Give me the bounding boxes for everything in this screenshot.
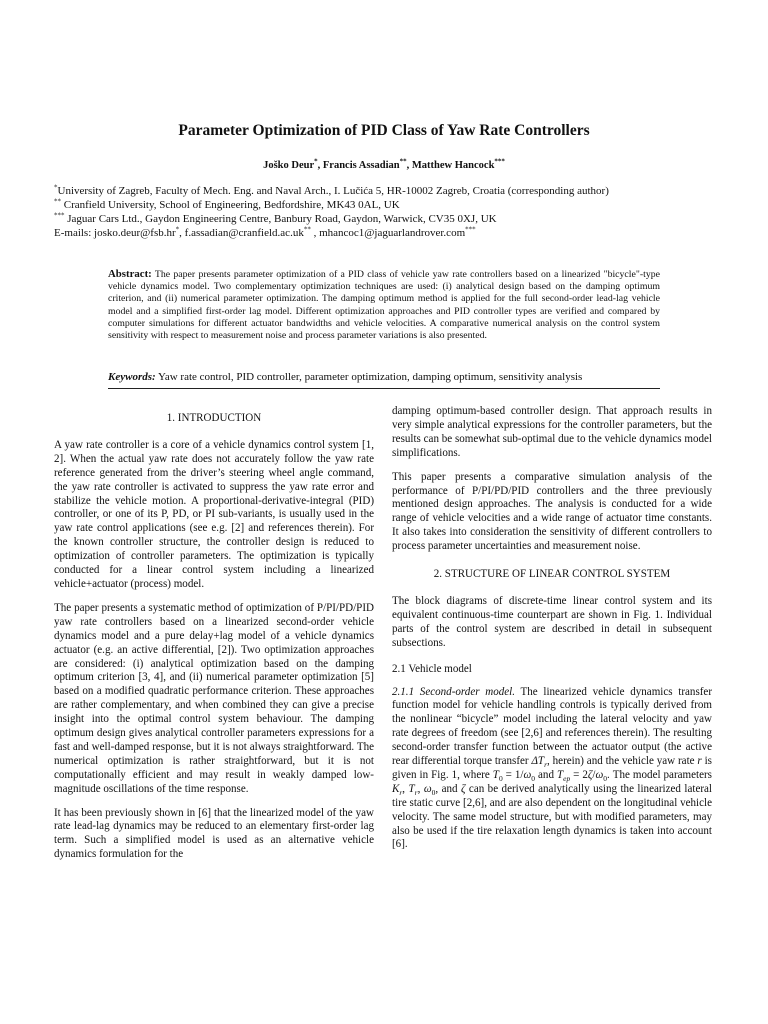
- math-subscript: 0: [431, 788, 436, 798]
- affiliation-line: [54, 184, 734, 198]
- paragraph: [392, 686, 712, 853]
- abstract-text: The paper presents parameter optimization of a PID class of vehicle yaw rate controllers based on a linearized "bicycle"-type vehicle dynamics model. Two complementary optimization techniques are used: (i) analytical design based on the damping optimum criterion, and (ii) numerical parameter optimization. The damping optimum method is applied for the full second-order lead-lag vehicle model and a simplified first-order lag model. Different optimization approaches and PID controller types are verified and compared by computer simulations for different actuator bandwidths and vehicle velocities. A comparative numerical analysis on the control system sensitivity with respect to measurement noise and process parameter variations is also presented.: [108, 269, 660, 342]
- text-run: is given in Fig. 1, where: [392, 755, 712, 781]
- right-column: [392, 405, 712, 862]
- text-run: can be derived analytically using the linearized lateral tire static curve [2,6], and are also dependent on the longitudinal vehicle velocity. The same model structure, but with modified parameters, may also be used if the tire relaxation length dynamics is taken into account [6].: [392, 782, 712, 851]
- affiliation-line: [54, 212, 734, 226]
- email-link[interactable]: f.assadian@cranfield.ac.uk: [184, 227, 304, 239]
- math-subscript: r: [414, 788, 418, 798]
- text-run: . The model parameters: [607, 768, 712, 781]
- affiliation-text: University of Zagreb, Faculty of Mech. Eng. and Naval Arch., I. Lučića 5, HR-10002 Zagreb, Croatia (corresponding author): [57, 185, 609, 197]
- text-run: The linearized vehicle dynamics transfer function model for vehicle handling controls is typically derived from the nonlinear “bicycle” model including the lateral velocity and yaw rate degrees of freedom (see [2,6] and references therein). The resulting second-order transfer function between the actuator output (the active rear differential torque transfer: [392, 685, 713, 768]
- math-subscript: r: [399, 788, 403, 798]
- text-run: , herein) and the vehicle yaw rate: [547, 755, 698, 768]
- text-run: ,: [402, 782, 409, 795]
- text-run: = 2: [570, 768, 588, 781]
- math-symbol: T: [556, 768, 564, 781]
- email-line: E-mails: josko.deur@fsb.hr*, f.assadian@cranfield.ac.uk** , mhancoc1@jaguarlandrover.com***: [54, 225, 476, 239]
- paragraph: This paper presents a comparative simulation analysis of the performance of P/PI/PD/PID controllers and the three previously mentioned design approaches. The analysis is conducted for a wide range of vehicle velocities and a wide range of actuator time constants. It also takes into consideration the sensitivity of different controllers to process parameter uncertainties and measurement noise.: [392, 470, 712, 553]
- math-subscript: 0: [531, 774, 536, 784]
- subsection-heading-vehicle-model: 2.1 Vehicle model: [392, 662, 472, 675]
- affiliation-mark: ***: [54, 211, 65, 220]
- keywords-text: Yaw rate control, PID controller, parameter optimization, damping optimum, sensitivity analysis: [158, 371, 583, 383]
- keywords-label: Keywords:: [108, 371, 156, 383]
- email-link[interactable]: mhancoc1@jaguarlandrover.com: [319, 227, 466, 239]
- email-mark: ***: [465, 225, 476, 234]
- abstract-label: Abstract:: [108, 268, 152, 280]
- author-mark: **: [399, 157, 407, 166]
- text-run: , and: [435, 782, 461, 795]
- text-run: ,: [417, 782, 424, 795]
- text-run: = 1/: [502, 768, 524, 781]
- math-subscript: r: [544, 760, 548, 770]
- affiliation-text: Cranfield University, School of Engineering, Bedfordshire, MK43 0AL, UK: [63, 199, 400, 211]
- math-subscript: 0: [603, 774, 608, 784]
- section-heading-introduction: 1. INTRODUCTION: [166, 412, 262, 424]
- keywords: [108, 370, 660, 384]
- math-symbol: r: [697, 755, 702, 768]
- math-symbol: ω: [523, 768, 532, 781]
- affiliation-mark: *: [54, 183, 58, 192]
- paragraph: damping optimum-based controller design. That approach results in very simple analytical expressions for the controller parameters, but the results can be somewhat sub-optimal due to the vehicle dynamics model simplifications.: [392, 405, 712, 459]
- paragraph: It has been previously shown in [6] that the linearized model of the yaw rate lead-lag dynamics may be reduced to an elementary first-order lag term. Such a simplified model is used as an alternative vehicle dynamics formulation for the: [54, 806, 374, 861]
- author-mark: *: [314, 157, 318, 166]
- math-symbol: ΔT: [531, 755, 545, 768]
- paragraph: The paper presents a systematic method of optimization of P/PI/PD/PID yaw rate controllers based on a linearized second-order vehicle dynamics model and a pure delay+lag model of a vehicle dynamics actuator (e.g. an active differential, [2]). Two optimization approaches are considered: (i) analytical optimization based on the damping optimum criterion [3, 4], and (ii) numerical parameter optimization [5] based on a modified quadratic performance criterion. These approaches are rather complementary, and when combined they can give a precise insight into the optimal control system behaviour. The damping optimum design gives analytical controller parameters expressions for a fast and well-damped response, but it is not always straightforward. The numerical optimization is rather straightforward, but it is not computationally efficient and may result in weakly damped low-magnitude oscillations of the time response.: [54, 601, 374, 795]
- math-symbol: ω: [595, 768, 604, 781]
- paper-title: Parameter Optimization of PID Class of Yaw Rate Controllers: [178, 122, 590, 139]
- left-column: [54, 412, 374, 872]
- author-list: Joško Deur*, Francis Assadian**, Matthew Hancock***: [263, 157, 505, 171]
- abstract: [108, 268, 660, 342]
- math-symbol: ω: [423, 782, 432, 795]
- math-symbol: T: [492, 768, 499, 781]
- math-symbol: ζ: [587, 768, 593, 781]
- email-mark: **: [303, 225, 311, 234]
- text-run: /: [592, 768, 596, 781]
- author-name: Joško Deur: [263, 160, 315, 171]
- author-mark: ***: [494, 157, 505, 166]
- email-link[interactable]: josko.deur@fsb.hr: [94, 227, 176, 239]
- text-run: and: [535, 768, 557, 781]
- email-mark: *: [175, 225, 180, 234]
- math-subscript: ep: [563, 774, 571, 784]
- affiliation-line: [54, 198, 734, 212]
- math-symbol: T: [408, 782, 415, 795]
- author-name: Francis Assadian: [322, 160, 400, 171]
- math-subscript: 0: [498, 774, 503, 784]
- affiliation-mark: **: [54, 197, 61, 206]
- subsubsection-label: 2.1.1 Second-order model.: [392, 685, 515, 698]
- paragraph: A yaw rate controller is a core of a vehicle dynamics control system [1, 2]. When the actual yaw rate does not accurately follow the yaw rate reference generated from the driver’s steering wheel angle command, the yaw rate controller is activated to suppress the yaw rate error and stabilize the vehicle motion. A proportional-derivative-integral (PID) controller, or one of its P, PD, or PI sub-variants, is usually used in the yaw rate control applications (see e.g. [2] and references therein). For the known controller structure, the controller design is reduced to optimization of controller parameters. The optimization is typically conducted for a linear control system including a linearized vehicle+actuator (process) model.: [54, 438, 374, 590]
- affiliation-text: Jaguar Cars Ltd., Gaydon Engineering Centre, Banbury Road, Gaydon, Warwick, CV35 0XJ, UK: [67, 213, 497, 225]
- paragraph: The block diagrams of discrete-time linear control system and its equivalent continuous-time counterpart are shown in Fig. 1. Individual parts of the control system are described in detail in subsequent subsections.: [392, 594, 712, 649]
- abstract-divider: [108, 388, 660, 389]
- author-name: Matthew Hancock: [411, 160, 495, 171]
- math-symbol: ζ: [460, 782, 466, 795]
- email-prefix: E-mails:: [54, 227, 95, 239]
- section-heading-structure: 2. STRUCTURE OF LINEAR CONTROL SYSTEM: [433, 568, 671, 581]
- math-symbol: K: [392, 782, 400, 795]
